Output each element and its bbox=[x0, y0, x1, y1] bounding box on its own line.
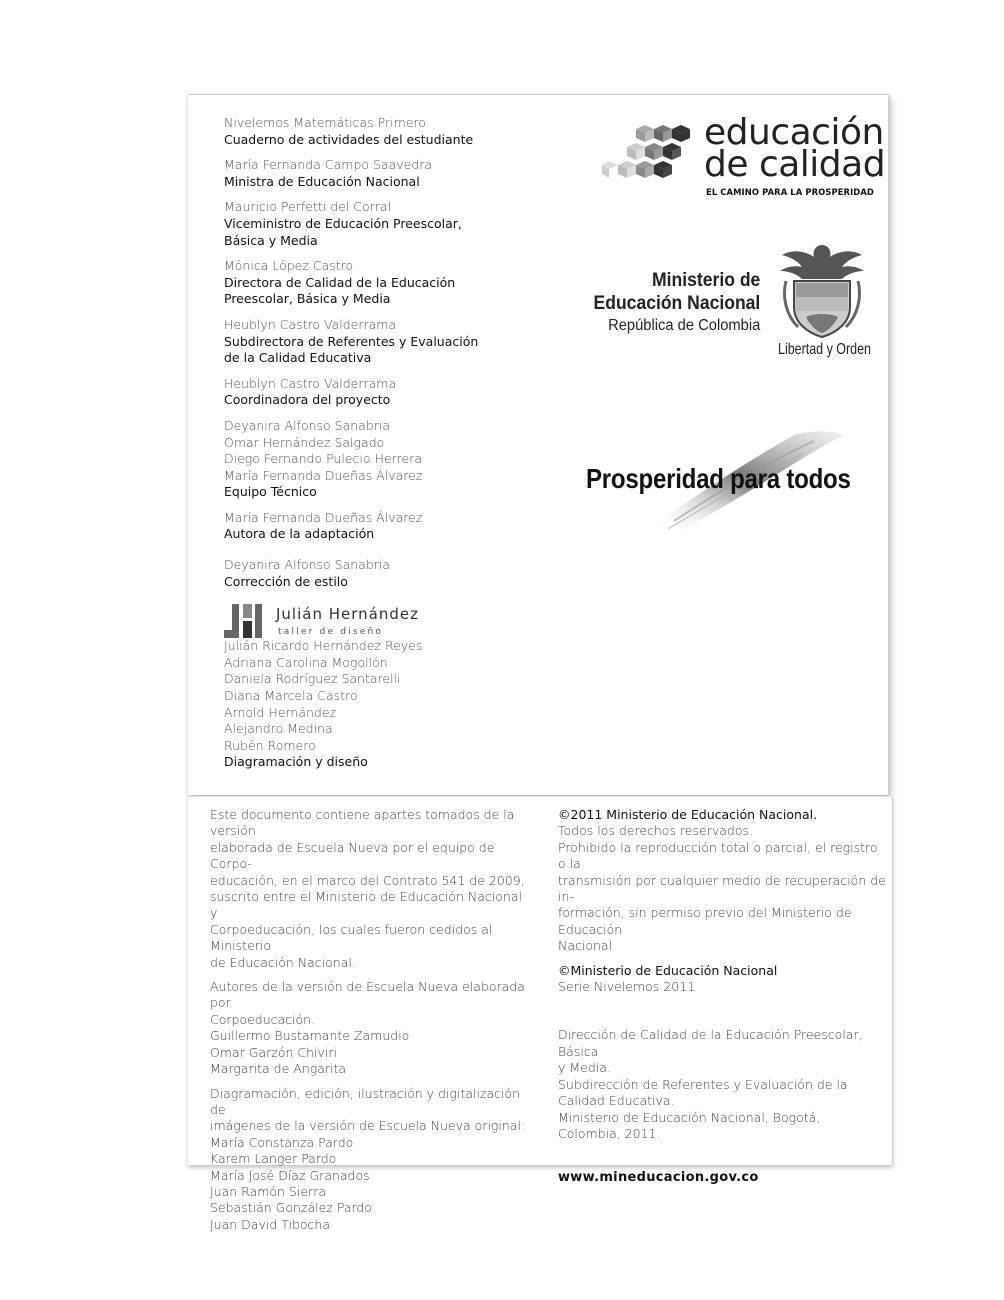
credit-name: Heublyn Castro Valderrama bbox=[224, 316, 397, 332]
credit-role: Equipo Técnico bbox=[224, 484, 317, 500]
credit-block bbox=[224, 258, 524, 308]
bottom-left-column bbox=[210, 807, 530, 1241]
credit-name: Diana Marcela Castro bbox=[224, 688, 358, 704]
ministry-name bbox=[575, 269, 760, 337]
credit-name: Alejandro Medina bbox=[224, 721, 333, 737]
rights-notice: Todos los derechos reservados. Prohibido la reproducción total o parcial, el registro o la transmisión por cualquier medio de recuperación de in- formación, sin permiso previo del Ministerio de Educación Nacional. bbox=[558, 823, 886, 954]
credit-name: Rubén Romero bbox=[224, 737, 316, 753]
credit-block bbox=[224, 317, 524, 367]
credit-block-design-team bbox=[224, 638, 524, 771]
escuela-nueva-design-credits: Diagramación, edición, ilustración y digitalización de imágenes de la versión de Escuela Nueva original: María Constanza Pardo Karem Langer Pardo María José Díaz Granados Juan Ramón Sierra Sebastián González Pardo Juan David Tibocha bbox=[210, 1085, 526, 1232]
credit-name: María Fernanda Dueñas Álvarez bbox=[224, 509, 423, 525]
credit-role: Ministra de Educación Nacional bbox=[224, 173, 420, 189]
credit-name: Heublyn Castro Valderrama bbox=[224, 375, 397, 391]
top-credits-panel bbox=[188, 94, 889, 795]
credit-role: de la Calidad Educativa bbox=[224, 350, 372, 366]
credit-role: Corrección de estilo bbox=[224, 573, 348, 589]
ministry-line1: Ministerio de bbox=[651, 269, 760, 291]
julian-hernandez-logo bbox=[224, 602, 524, 638]
source-note: Este documento contiene apartes tomados de la versión elaborada de Escuela Nueva por el equipo de Corpo- educación, en el marco del Contrato 541 de 2009, suscrito entre el Ministerio de Educación Nacional y Corpoeducación, los cuales fueron cedidos al Ministerio de Educación Nacional. bbox=[210, 807, 525, 970]
credit-name: Mauricio Perfetti del Corral bbox=[224, 199, 392, 215]
edu-logo-line2: de calidad bbox=[704, 144, 886, 185]
prosperidad-text: Prosperidad para todos bbox=[586, 463, 851, 494]
credit-name: Deyanira Alfonso Sanabria bbox=[224, 557, 391, 573]
credit-role: Coordinadora del proyecto bbox=[224, 392, 391, 408]
credit-name: Julián Ricardo Hernández Reyes bbox=[224, 638, 423, 654]
credit-role: Cuaderno de actividades del estudiante bbox=[224, 131, 474, 147]
credit-block bbox=[224, 510, 524, 543]
credit-role: Preescolar, Básica y Media bbox=[224, 291, 391, 307]
credit-role: Viceministro de Educación Preescolar, bbox=[224, 215, 462, 231]
prosperidad-para-todos-logo bbox=[584, 425, 874, 535]
credit-block bbox=[224, 199, 524, 249]
credit-block bbox=[224, 157, 524, 190]
direction-address: Dirección de Calidad de la Educación Preescolar, Básica y Media. Subdirección de Referentes y Evaluación de la Calidad Educativa. Ministerio de Educación Nacional, Bogotá, Colombia, 2011. bbox=[558, 1027, 863, 1141]
jh-logo-subtitle: taller de diseño bbox=[278, 627, 384, 638]
jh-monogram-icon bbox=[224, 604, 264, 638]
copyright-ministry: ©Ministerio de Educación Nacional bbox=[558, 962, 778, 978]
jh-logo-name: Julián Hernández bbox=[276, 605, 419, 624]
bottom-right-column bbox=[558, 807, 888, 1187]
series-label: Serie Nivelemos 2011 bbox=[558, 979, 696, 995]
cubes-logo-icon bbox=[602, 125, 698, 191]
credit-name: Diego Fernando Pulecio Herrera bbox=[224, 451, 423, 467]
ministry-motto: Libertad y Orden bbox=[778, 341, 871, 358]
ministry-line2: Educación Nacional bbox=[593, 292, 760, 314]
edu-logo-line1: educación bbox=[704, 112, 884, 153]
credit-name: Adriana Carolina Mogollón bbox=[224, 654, 388, 670]
credit-name: Deyanira Alfonso Sanabria bbox=[224, 417, 391, 433]
copyright-line: ©2011 Ministerio de Educación Nacional. bbox=[558, 807, 818, 822]
credit-block bbox=[224, 115, 524, 148]
bottom-info-panel bbox=[188, 796, 893, 1232]
credit-name: Mónica López Castro bbox=[224, 258, 354, 274]
credit-name: Arnold Hernández bbox=[224, 704, 337, 720]
ministry-line3: República de Colombia bbox=[607, 317, 760, 334]
credit-role: Autora de la adaptación bbox=[224, 526, 375, 542]
credit-block-technical-team bbox=[224, 418, 524, 501]
credit-role: Subdirectora de Referentes y Evaluación bbox=[224, 333, 479, 349]
escuela-nueva-authors: Autores de la versión de Escuela Nueva elaborada por Corpoeducación. Guillermo Bustamante Zamudio Omar Garzón Chiviri Margarita de Angarita bbox=[210, 979, 525, 1077]
edu-logo-tagline: EL CAMINO PARA LA PROSPERIDAD bbox=[706, 187, 874, 197]
credit-role: Básica y Media bbox=[224, 232, 318, 248]
credit-block bbox=[224, 376, 524, 409]
credit-role: Directora de Calidad de la Educación bbox=[224, 274, 456, 290]
credit-name: Daniela Rodríguez Santarelli bbox=[224, 671, 401, 687]
website-link[interactable]: www.mineducacion.gov.co bbox=[558, 1170, 759, 1186]
credit-name: Omar Hernández Salgado bbox=[224, 434, 385, 450]
credit-name: María Fernanda Campo Saavedra bbox=[224, 157, 433, 173]
credit-role: Diagramación y diseño bbox=[224, 754, 368, 770]
colombia-coat-of-arms-icon bbox=[776, 241, 868, 341]
credit-name: María Fernanda Dueñas Álvarez bbox=[224, 467, 423, 483]
educacion-de-calidad-logo bbox=[602, 112, 886, 199]
credits-column bbox=[224, 115, 524, 780]
credit-name: Nivelemos Matemáticas Primero bbox=[224, 115, 426, 130]
credit-block bbox=[224, 557, 524, 590]
